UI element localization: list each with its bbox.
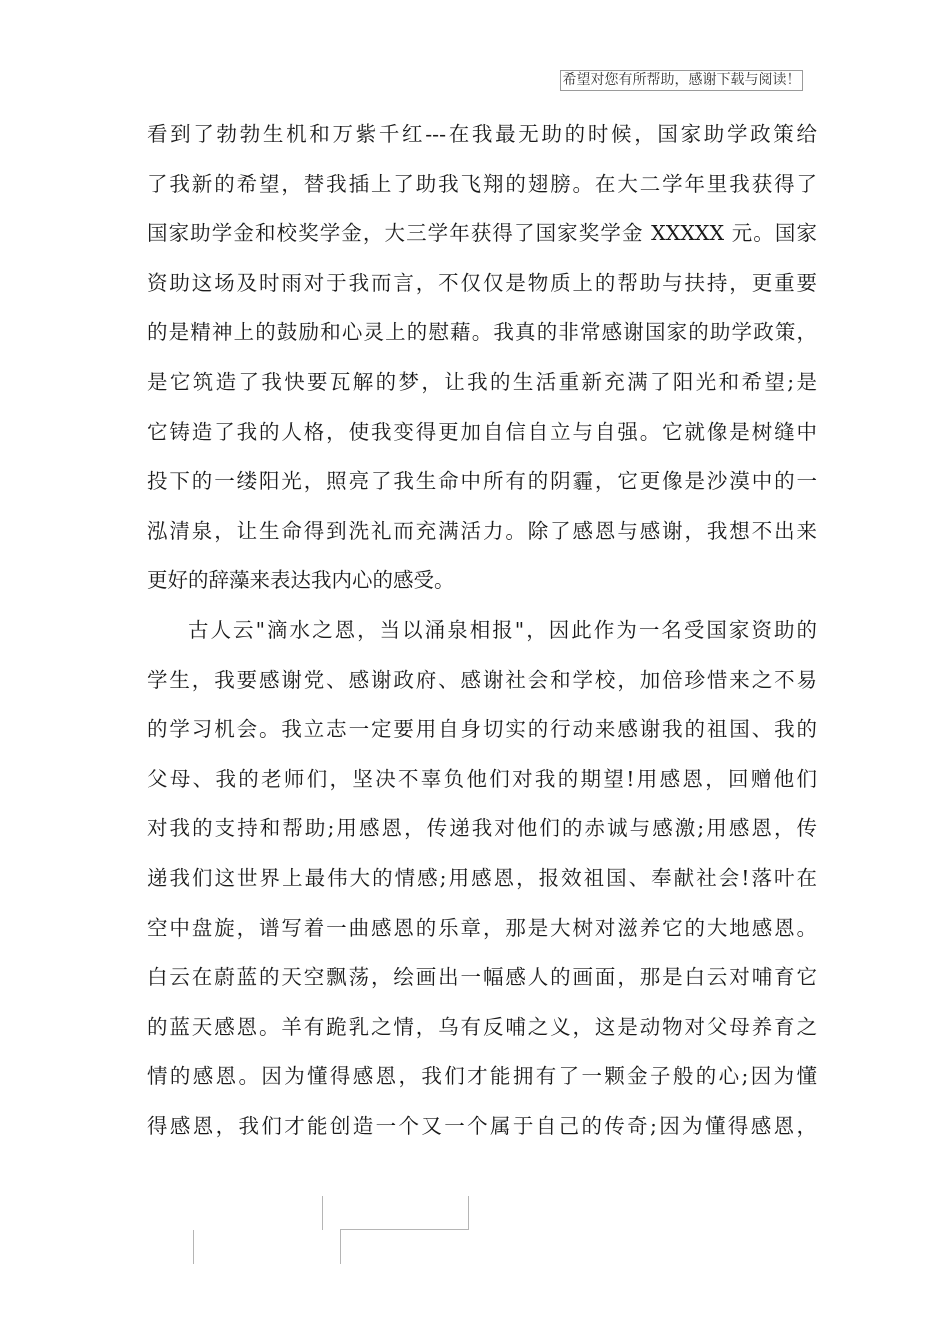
footer-guide-line (340, 1230, 341, 1264)
footer-guide-line (193, 1230, 194, 1264)
text-line: 情的感恩。因为懂得感恩，我们才能拥有了一颗金子般的心;因为懂 (147, 1064, 817, 1089)
footer-guide-line (322, 1196, 323, 1230)
text-line: 更好的辞藻来表达我内心的感受。 (147, 568, 455, 593)
text-line: 泓清泉，让生命得到洗礼而充满活力。除了感恩与感谢，我想不出来 (147, 518, 817, 543)
text-line: 学生，我要感谢党、感谢政府、感谢社会和学校，加倍珍惜来之不易 (147, 667, 817, 692)
text-line: 它铸造了我的人格，使我变得更加自信自立与自强。它就像是树缝中 (147, 419, 817, 444)
text-line: 古人云"滴水之恩，当以涌泉相报"，因此作为一名受国家资助的 (188, 617, 817, 642)
text-line: 的是精神上的鼓励和心灵上的慰藉。我真的非常感谢国家的助学政策， (147, 320, 817, 345)
text-line: 国家助学金和校奖学金，大三学年获得了国家奖学金 XXXXX 元。国家 (147, 221, 817, 246)
text-line: 资助这场及时雨对于我而言，不仅仅是物质上的帮助与扶持，更重要 (147, 270, 817, 295)
text-line: 白云在蔚蓝的天空飘荡，绘画出一幅感人的画面，那是白云对哺育它 (147, 965, 817, 990)
text-line: 空中盘旋，谱写着一曲感恩的乐章，那是大树对滋养它的大地感恩。 (147, 915, 817, 940)
header-note: 希望对您有所帮助，感谢下载与阅读！ (560, 70, 803, 91)
text-line: 的学习机会。我立志一定要用自身切实的行动来感谢我的祖国、我的 (147, 717, 817, 742)
text-line: 得感恩，我们才能创造一个又一个属于自己的传奇;因为懂得感恩， (147, 1113, 817, 1138)
text-line: 的蓝天感恩。羊有跪乳之情，乌有反哺之义，这是动物对父母养育之 (147, 1014, 817, 1039)
document-body (147, 110, 817, 1151)
text-line: 父母、我的老师们，坚决不辜负他们对我的期望!用感恩，回赠他们 (147, 766, 817, 791)
text-line: 了我新的希望，替我插上了助我飞翔的翅膀。在大二学年里我获得了 (147, 171, 817, 196)
text-line: 递我们这世界上最伟大的情感;用感恩，报效祖国、奉献社会!落叶在 (147, 865, 817, 890)
text-line: 是它筑造了我快要瓦解的梦，让我的生活重新充满了阳光和希望;是 (147, 369, 817, 394)
footer-guide-line (468, 1196, 469, 1230)
footer-guide-line (340, 1229, 468, 1230)
text-line: 对我的支持和帮助;用感恩，传递我对他们的赤诚与感激;用感恩，传 (147, 816, 817, 841)
text-line: 投下的一缕阳光，照亮了我生命中所有的阴霾，它更像是沙漠中的一 (147, 469, 817, 494)
text-line: 看到了勃勃生机和万紫千红---在我最无助的时候，国家助学政策给 (147, 122, 817, 146)
